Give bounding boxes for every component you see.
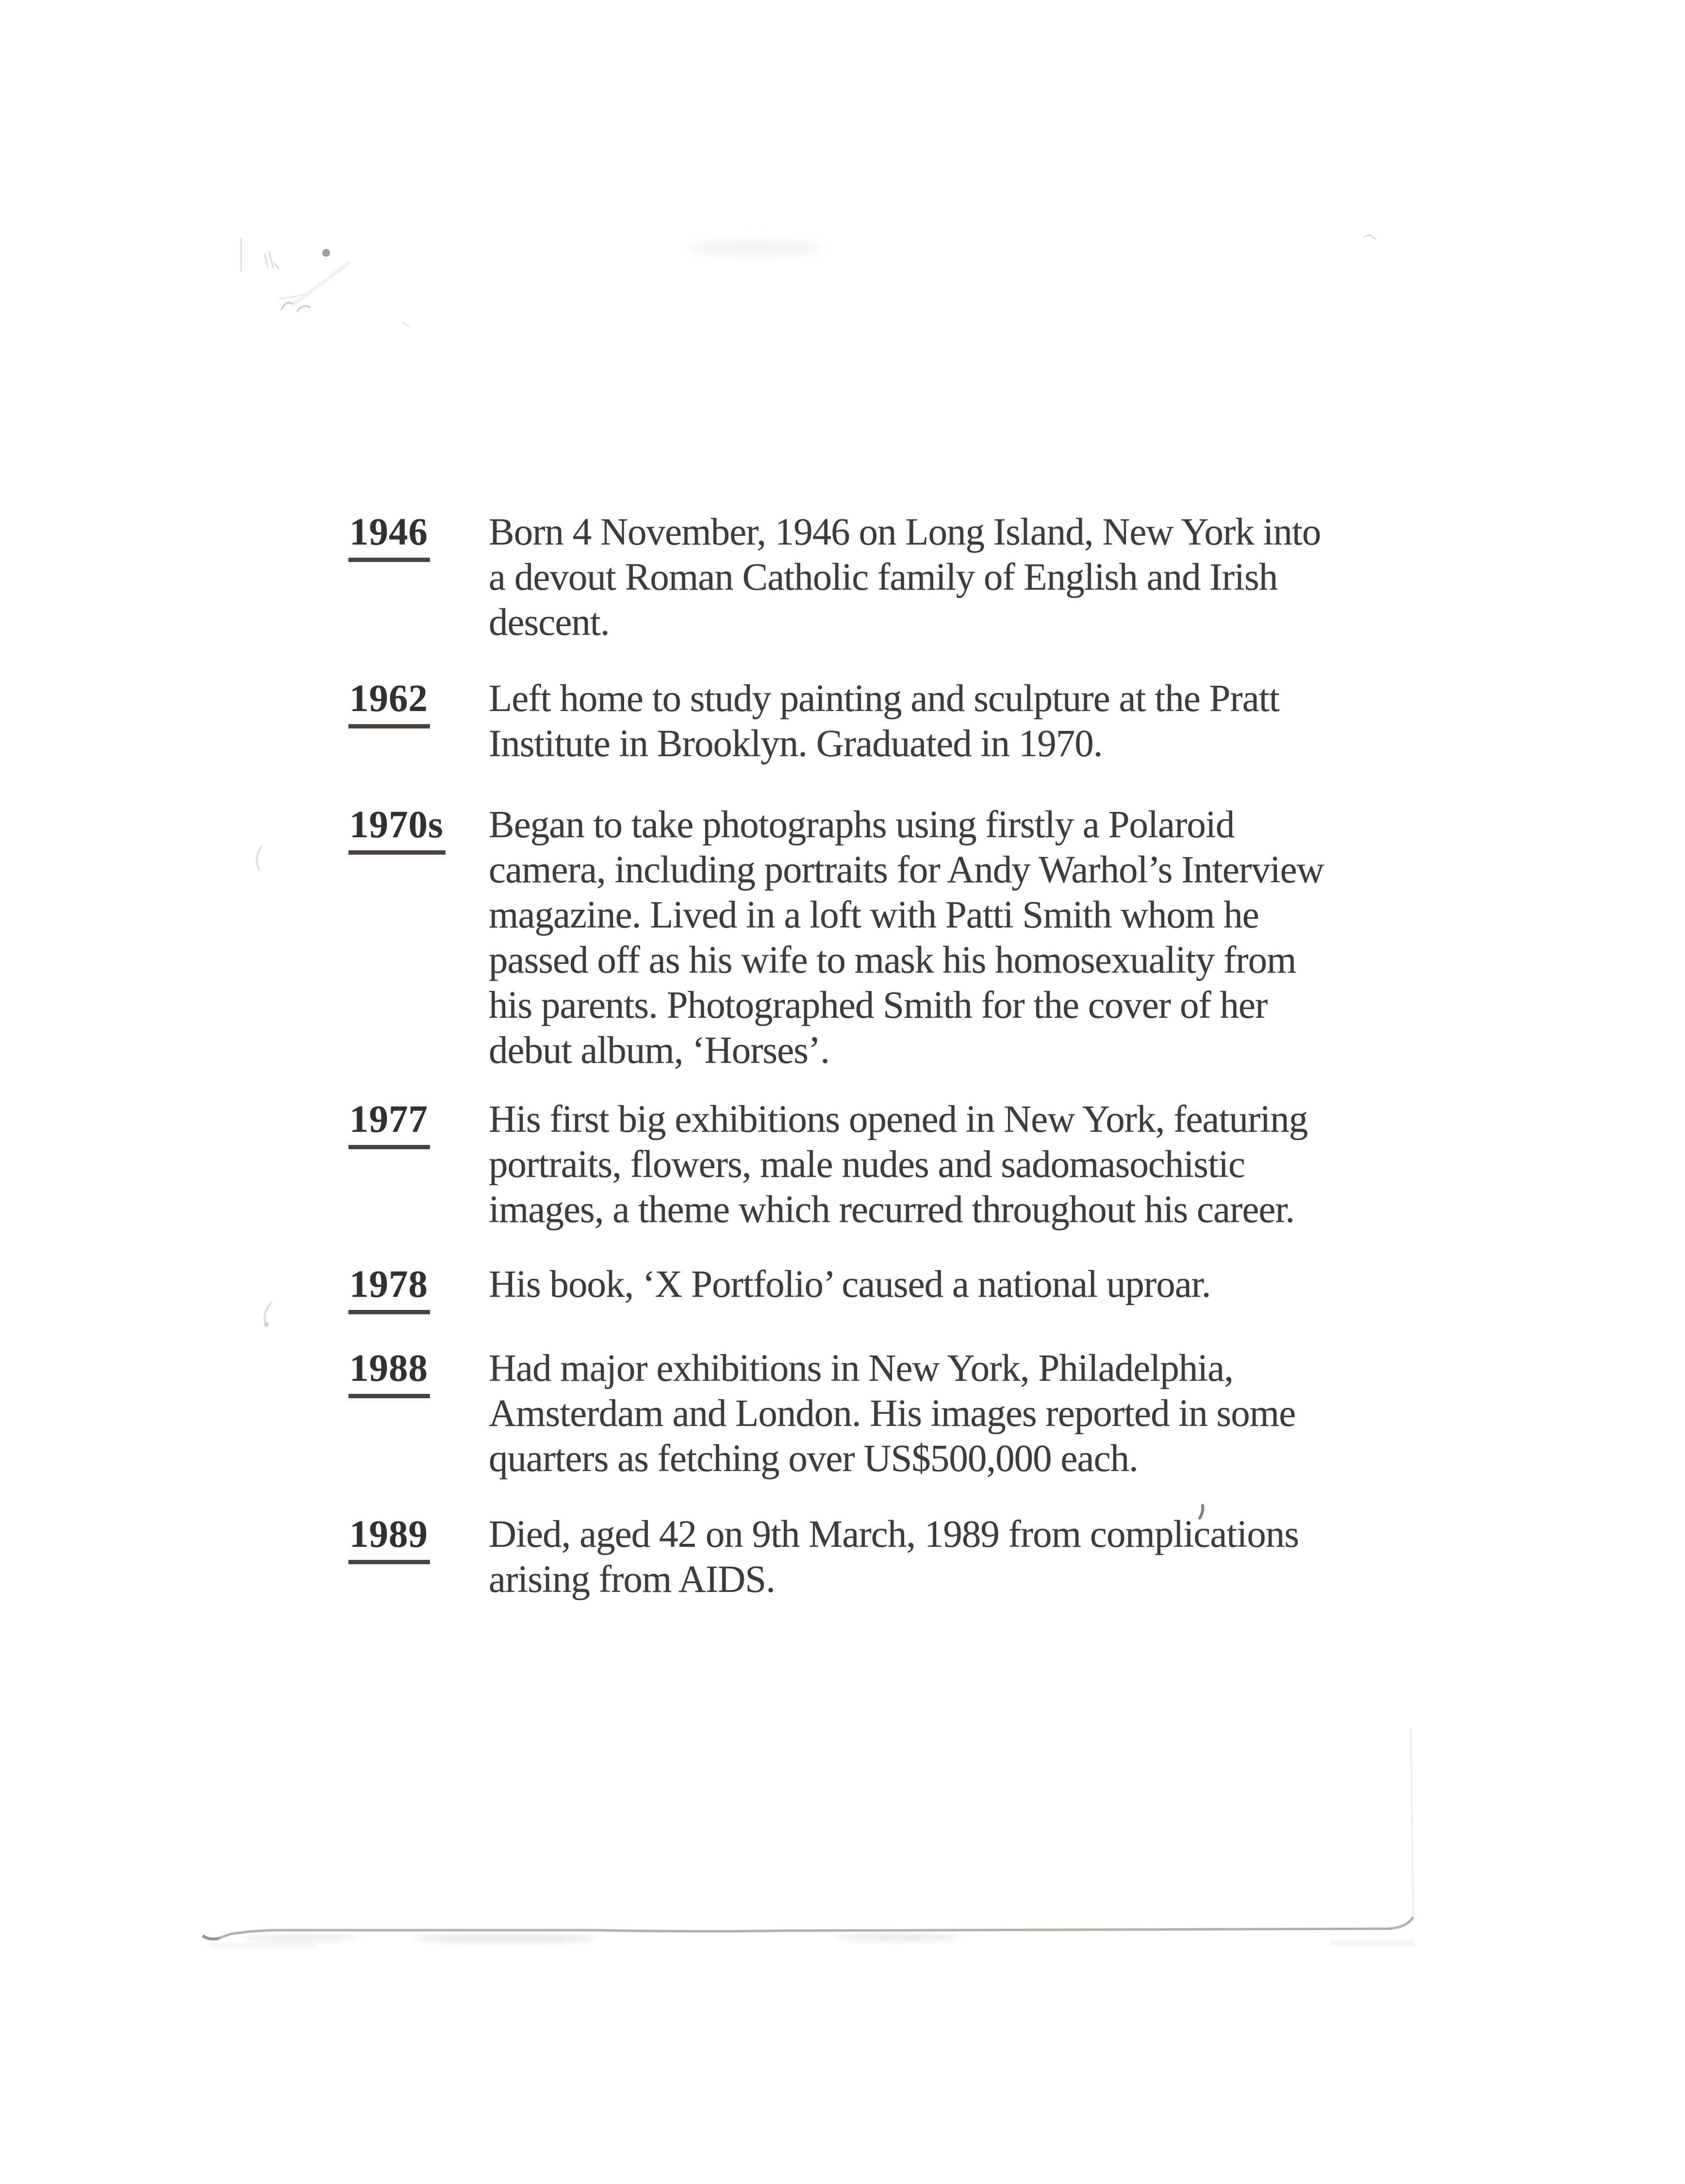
timeline-entry-text — [489, 1346, 1295, 1481]
timeline-text-line: magazine. Lived in a loft with Patti Smith whom he — [489, 894, 1259, 936]
timeline-text-line: debut album, ‘Horses’. — [489, 1029, 829, 1072]
timeline-entry-text — [489, 676, 1279, 766]
timeline-entry-text — [489, 1512, 1299, 1602]
timeline-text-line: arising from AIDS. — [489, 1558, 775, 1601]
timeline-year-label: 1962 — [348, 676, 430, 728]
timeline-year-label: 1988 — [348, 1346, 430, 1398]
timeline-text-line: Born 4 November, 1946 on Long Island, New York into — [489, 511, 1321, 553]
timeline-text-line: Died, aged 42 on 9th March, 1989 from complications — [489, 1513, 1299, 1555]
timeline-text-line: portraits, flowers, male nudes and sadomasochistic — [489, 1143, 1245, 1186]
timeline-year-label: 1977 — [348, 1097, 430, 1149]
timeline-year-label: 1970s — [348, 802, 446, 855]
timeline-text-line: Amsterdam and London. His images reported in some — [489, 1392, 1296, 1435]
timeline-text-line: his parents. Photographed Smith for the cover of her — [489, 984, 1268, 1026]
timeline-year-label: 1978 — [348, 1262, 430, 1314]
timeline-text-line: a devout Roman Catholic family of English and Irish — [489, 556, 1278, 598]
scan-smudge-top-center — [687, 240, 823, 256]
timeline-text-line: descent. — [489, 601, 610, 644]
timeline-text-line: His first big exhibitions opened in New York, featuring — [489, 1098, 1308, 1141]
timeline-year-label: 1946 — [348, 510, 430, 562]
timeline-entry-text — [489, 802, 1324, 1073]
timeline-text-line: quarters as fetching over US$500,000 each. — [489, 1438, 1138, 1480]
timeline-text-line: Began to take photographs using firstly a Polaroid — [489, 804, 1235, 846]
timeline-text-line: Left home to study painting and sculpture at the Pratt — [489, 678, 1279, 720]
timeline-entry-text — [489, 1097, 1307, 1232]
timeline-text-line: camera, including portraits for Andy Warhol’s Interview — [489, 849, 1324, 891]
timeline-entry-text — [489, 510, 1321, 645]
timeline-text-line: images, a theme which recurred throughout his career. — [489, 1189, 1295, 1231]
timeline-text-line: passed off as his wife to mask his homosexuality from — [489, 939, 1296, 981]
timeline-year-label: 1989 — [348, 1512, 430, 1564]
timeline-text-line: Institute in Brooklyn. Graduated in 1970. — [489, 723, 1103, 765]
timeline-text-line: His book, ‘X Portfolio’ caused a national uproar. — [489, 1263, 1211, 1306]
timeline-entry-text — [489, 1262, 1211, 1307]
timeline-text-line: Had major exhibitions in New York, Philadelphia, — [489, 1347, 1234, 1390]
